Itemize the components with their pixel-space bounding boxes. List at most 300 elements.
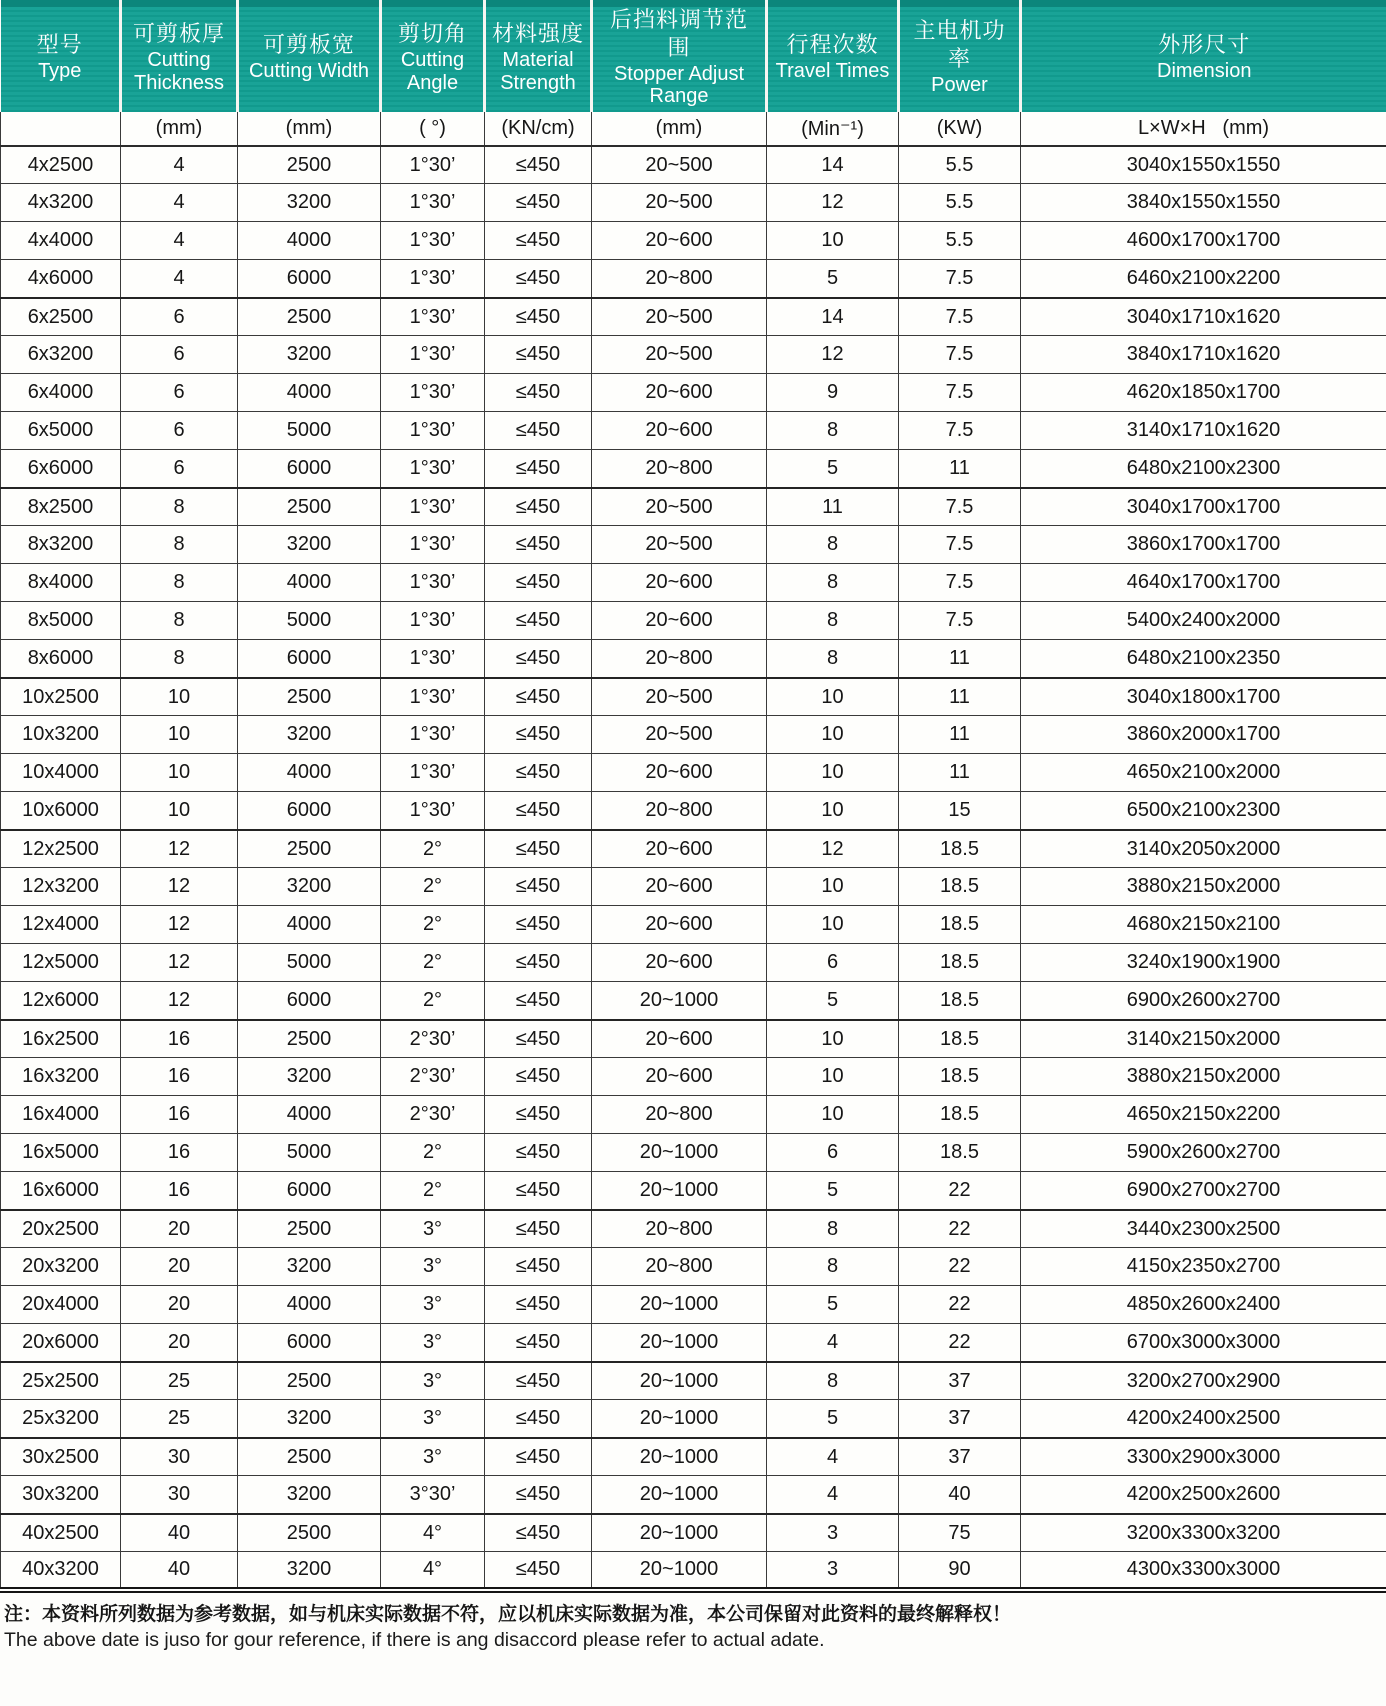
strength-cell: ≤450 <box>485 1020 592 1058</box>
angle-cell: 3° <box>381 1210 485 1248</box>
dimension-cell: 5400x2400x2000 <box>1021 602 1386 640</box>
travel-cell: 6 <box>767 944 899 982</box>
table-row <box>1 602 1386 640</box>
thickness-cell: 20 <box>121 1324 238 1362</box>
unit-angle: ( °) <box>381 112 485 146</box>
travel-cell: 8 <box>767 602 899 640</box>
table-row <box>1 868 1386 906</box>
stopper-cell: 20~600 <box>592 906 767 944</box>
type-cell: 10x3200 <box>1 716 121 754</box>
stopper-cell: 20~500 <box>592 146 767 184</box>
thickness-cell: 30 <box>121 1438 238 1476</box>
travel-cell: 5 <box>767 982 899 1020</box>
type-cell: 8x4000 <box>1 564 121 602</box>
power-cell: 37 <box>899 1362 1021 1400</box>
table-row <box>1 1058 1386 1096</box>
col-header-dimension <box>1021 0 1386 112</box>
stopper-cell: 20~500 <box>592 184 767 222</box>
thickness-cell: 12 <box>121 982 238 1020</box>
stopper-cell: 20~1000 <box>592 1324 767 1362</box>
strength-cell: ≤450 <box>485 1552 592 1590</box>
strength-cell: ≤450 <box>485 868 592 906</box>
angle-cell: 1°30’ <box>381 564 485 602</box>
travel-cell: 5 <box>767 260 899 298</box>
col-header-power <box>899 0 1021 112</box>
col-label-zh: 型号 <box>36 31 83 57</box>
type-cell: 30x2500 <box>1 1438 121 1476</box>
thickness-cell: 16 <box>121 1096 238 1134</box>
power-cell: 18.5 <box>899 1020 1021 1058</box>
unit-type <box>1 112 121 146</box>
width-cell: 2500 <box>238 488 381 526</box>
col-label-en: Material Strength <box>500 49 576 94</box>
table-body <box>1 146 1386 1590</box>
dimension-cell: 6480x2100x2300 <box>1021 450 1386 488</box>
travel-cell: 5 <box>767 450 899 488</box>
dimension-cell: 4200x2400x2500 <box>1021 1400 1386 1438</box>
stopper-cell: 20~500 <box>592 298 767 336</box>
width-cell: 2500 <box>238 1514 381 1552</box>
thickness-cell: 16 <box>121 1058 238 1096</box>
type-cell: 25x3200 <box>1 1400 121 1438</box>
angle-cell: 2° <box>381 830 485 868</box>
col-header-stopper <box>592 0 767 112</box>
travel-cell: 5 <box>767 1172 899 1210</box>
power-cell: 11 <box>899 754 1021 792</box>
width-cell: 6000 <box>238 260 381 298</box>
width-cell: 2500 <box>238 678 381 716</box>
travel-cell: 12 <box>767 336 899 374</box>
thickness-cell: 8 <box>121 488 238 526</box>
angle-cell: 1°30’ <box>381 222 485 260</box>
dimension-cell: 4150x2350x2700 <box>1021 1248 1386 1286</box>
width-cell: 3200 <box>238 1476 381 1514</box>
type-cell: 40x3200 <box>1 1552 121 1590</box>
stopper-cell: 20~600 <box>592 754 767 792</box>
unit-power: (KW) <box>899 112 1021 146</box>
table-row <box>1 1476 1386 1514</box>
table-row <box>1 1210 1386 1248</box>
strength-cell: ≤450 <box>485 526 592 564</box>
col-label-en: Dimension <box>1157 60 1252 83</box>
type-cell: 12x2500 <box>1 830 121 868</box>
power-cell: 40 <box>899 1476 1021 1514</box>
power-cell: 37 <box>899 1438 1021 1476</box>
angle-cell: 3°30’ <box>381 1476 485 1514</box>
strength-cell: ≤450 <box>485 488 592 526</box>
power-cell: 22 <box>899 1248 1021 1286</box>
travel-cell: 3 <box>767 1552 899 1590</box>
col-label-en: Power <box>931 74 988 97</box>
travel-cell: 10 <box>767 678 899 716</box>
angle-cell: 2°30’ <box>381 1020 485 1058</box>
type-cell: 20x4000 <box>1 1286 121 1324</box>
thickness-cell: 20 <box>121 1248 238 1286</box>
header-row <box>1 0 1386 112</box>
thickness-cell: 8 <box>121 526 238 564</box>
strength-cell: ≤450 <box>485 336 592 374</box>
width-cell: 3200 <box>238 1248 381 1286</box>
dimension-cell: 3040x1700x1700 <box>1021 488 1386 526</box>
thickness-cell: 4 <box>121 146 238 184</box>
thickness-cell: 12 <box>121 830 238 868</box>
dimension-cell: 3040x1710x1620 <box>1021 298 1386 336</box>
thickness-cell: 10 <box>121 754 238 792</box>
type-cell: 10x4000 <box>1 754 121 792</box>
table-row <box>1 716 1386 754</box>
strength-cell: ≤450 <box>485 184 592 222</box>
width-cell: 3200 <box>238 868 381 906</box>
unit-row <box>1 112 1386 146</box>
angle-cell: 1°30’ <box>381 374 485 412</box>
stopper-cell: 20~500 <box>592 716 767 754</box>
strength-cell: ≤450 <box>485 1134 592 1172</box>
strength-cell: ≤450 <box>485 716 592 754</box>
travel-cell: 10 <box>767 1058 899 1096</box>
power-cell: 5.5 <box>899 222 1021 260</box>
col-label-zh: 主电机功率 <box>913 18 1006 71</box>
thickness-cell: 4 <box>121 222 238 260</box>
travel-cell: 9 <box>767 374 899 412</box>
stopper-cell: 20~800 <box>592 450 767 488</box>
strength-cell: ≤450 <box>485 450 592 488</box>
table-row <box>1 412 1386 450</box>
power-cell: 18.5 <box>899 982 1021 1020</box>
width-cell: 3200 <box>238 184 381 222</box>
thickness-cell: 12 <box>121 868 238 906</box>
angle-cell: 1°30’ <box>381 716 485 754</box>
footnote <box>0 1593 1386 1652</box>
table-row <box>1 184 1386 222</box>
dimension-cell: 4640x1700x1700 <box>1021 564 1386 602</box>
power-cell: 18.5 <box>899 1096 1021 1134</box>
type-cell: 16x2500 <box>1 1020 121 1058</box>
type-cell: 6x2500 <box>1 298 121 336</box>
strength-cell: ≤450 <box>485 602 592 640</box>
dimension-cell: 3140x1710x1620 <box>1021 412 1386 450</box>
angle-cell: 4° <box>381 1552 485 1590</box>
table-row <box>1 982 1386 1020</box>
type-cell: 6x6000 <box>1 450 121 488</box>
power-cell: 7.5 <box>899 412 1021 450</box>
col-label-en: Stopper Adjust Range <box>613 63 745 108</box>
table-row <box>1 1552 1386 1590</box>
strength-cell: ≤450 <box>485 298 592 336</box>
col-label-zh: 剪切角 <box>397 20 467 46</box>
travel-cell: 10 <box>767 906 899 944</box>
table-row <box>1 336 1386 374</box>
table-row <box>1 1438 1386 1476</box>
angle-cell: 4° <box>381 1514 485 1552</box>
stopper-cell: 20~600 <box>592 374 767 412</box>
strength-cell: ≤450 <box>485 944 592 982</box>
type-cell: 4x4000 <box>1 222 121 260</box>
table-row <box>1 450 1386 488</box>
thickness-cell: 8 <box>121 640 238 678</box>
strength-cell: ≤450 <box>485 146 592 184</box>
table-row <box>1 1324 1386 1362</box>
power-cell: 11 <box>899 450 1021 488</box>
stopper-cell: 20~600 <box>592 222 767 260</box>
strength-cell: ≤450 <box>485 1324 592 1362</box>
dimension-cell: 4620x1850x1700 <box>1021 374 1386 412</box>
thickness-cell: 25 <box>121 1362 238 1400</box>
travel-cell: 8 <box>767 640 899 678</box>
table-row <box>1 1362 1386 1400</box>
angle-cell: 1°30’ <box>381 412 485 450</box>
type-cell: 6x4000 <box>1 374 121 412</box>
width-cell: 4000 <box>238 1286 381 1324</box>
travel-cell: 5 <box>767 1286 899 1324</box>
thickness-cell: 6 <box>121 298 238 336</box>
table-row <box>1 1514 1386 1552</box>
type-cell: 20x6000 <box>1 1324 121 1362</box>
stopper-cell: 20~1000 <box>592 1134 767 1172</box>
stopper-cell: 20~600 <box>592 944 767 982</box>
stopper-cell: 20~500 <box>592 526 767 564</box>
col-header-travel <box>767 0 899 112</box>
strength-cell: ≤450 <box>485 678 592 716</box>
dimension-cell: 3140x2150x2000 <box>1021 1020 1386 1058</box>
angle-cell: 2° <box>381 944 485 982</box>
thickness-cell: 16 <box>121 1172 238 1210</box>
angle-cell: 1°30’ <box>381 260 485 298</box>
power-cell: 7.5 <box>899 564 1021 602</box>
table-row <box>1 526 1386 564</box>
power-cell: 11 <box>899 640 1021 678</box>
strength-cell: ≤450 <box>485 1248 592 1286</box>
angle-cell: 1°30’ <box>381 336 485 374</box>
angle-cell: 1°30’ <box>381 678 485 716</box>
dimension-cell: 4650x2100x2000 <box>1021 754 1386 792</box>
strength-cell: ≤450 <box>485 982 592 1020</box>
dimension-cell: 5900x2600x2700 <box>1021 1134 1386 1172</box>
stopper-cell: 20~1000 <box>592 1286 767 1324</box>
stopper-cell: 20~600 <box>592 602 767 640</box>
angle-cell: 2° <box>381 868 485 906</box>
travel-cell: 14 <box>767 146 899 184</box>
dimension-cell: 3040x1800x1700 <box>1021 678 1386 716</box>
stopper-cell: 20~800 <box>592 792 767 830</box>
width-cell: 3200 <box>238 1058 381 1096</box>
angle-cell: 1°30’ <box>381 640 485 678</box>
travel-cell: 10 <box>767 1020 899 1058</box>
power-cell: 90 <box>899 1552 1021 1590</box>
table-row <box>1 564 1386 602</box>
col-header-strength <box>485 0 592 112</box>
power-cell: 18.5 <box>899 868 1021 906</box>
col-header-angle <box>381 0 485 112</box>
stopper-cell: 20~1000 <box>592 1514 767 1552</box>
dimension-cell: 3840x1710x1620 <box>1021 336 1386 374</box>
travel-cell: 12 <box>767 184 899 222</box>
travel-cell: 10 <box>767 792 899 830</box>
table-row <box>1 830 1386 868</box>
travel-cell: 11 <box>767 488 899 526</box>
width-cell: 2500 <box>238 1438 381 1476</box>
travel-cell: 5 <box>767 1400 899 1438</box>
travel-cell: 4 <box>767 1476 899 1514</box>
type-cell: 12x5000 <box>1 944 121 982</box>
stopper-cell: 20~600 <box>592 412 767 450</box>
stopper-cell: 20~1000 <box>592 1438 767 1476</box>
dimension-cell: 3140x2050x2000 <box>1021 830 1386 868</box>
power-cell: 5.5 <box>899 146 1021 184</box>
table-row <box>1 944 1386 982</box>
thickness-cell: 12 <box>121 906 238 944</box>
stopper-cell: 20~1000 <box>592 1362 767 1400</box>
power-cell: 18.5 <box>899 906 1021 944</box>
unit-thickness: (mm) <box>121 112 238 146</box>
stopper-cell: 20~600 <box>592 1020 767 1058</box>
power-cell: 22 <box>899 1172 1021 1210</box>
angle-cell: 2° <box>381 906 485 944</box>
dimension-cell: 4200x2500x2600 <box>1021 1476 1386 1514</box>
dimension-cell: 3880x2150x2000 <box>1021 1058 1386 1096</box>
power-cell: 7.5 <box>899 602 1021 640</box>
stopper-cell: 20~500 <box>592 678 767 716</box>
col-label-zh: 后挡料调节范围 <box>609 7 748 60</box>
stopper-cell: 20~1000 <box>592 1400 767 1438</box>
travel-cell: 3 <box>767 1514 899 1552</box>
type-cell: 8x5000 <box>1 602 121 640</box>
col-label-en: Cutting Thickness <box>133 49 225 94</box>
strength-cell: ≤450 <box>485 260 592 298</box>
stopper-cell: 20~600 <box>592 830 767 868</box>
table-row <box>1 1020 1386 1058</box>
stopper-cell: 20~1000 <box>592 1172 767 1210</box>
angle-cell: 2° <box>381 1172 485 1210</box>
dimension-cell: 3440x2300x2500 <box>1021 1210 1386 1248</box>
travel-cell: 10 <box>767 716 899 754</box>
travel-cell: 10 <box>767 868 899 906</box>
strength-cell: ≤450 <box>485 1172 592 1210</box>
angle-cell: 1°30’ <box>381 526 485 564</box>
strength-cell: ≤450 <box>485 412 592 450</box>
travel-cell: 8 <box>767 1362 899 1400</box>
strength-cell: ≤450 <box>485 1514 592 1552</box>
thickness-cell: 12 <box>121 944 238 982</box>
thickness-cell: 6 <box>121 374 238 412</box>
type-cell: 12x6000 <box>1 982 121 1020</box>
type-cell: 10x2500 <box>1 678 121 716</box>
thickness-cell: 10 <box>121 792 238 830</box>
width-cell: 2500 <box>238 146 381 184</box>
dimension-cell: 3300x2900x3000 <box>1021 1438 1386 1476</box>
type-cell: 10x6000 <box>1 792 121 830</box>
dimension-cell: 3240x1900x1900 <box>1021 944 1386 982</box>
strength-cell: ≤450 <box>485 906 592 944</box>
type-cell: 8x2500 <box>1 488 121 526</box>
table-row <box>1 1096 1386 1134</box>
stopper-cell: 20~600 <box>592 564 767 602</box>
dimension-cell: 3040x1550x1550 <box>1021 146 1386 184</box>
dimension-cell: 6900x2600x2700 <box>1021 982 1386 1020</box>
col-label-en: Cutting Width <box>248 60 370 83</box>
unit-width: (mm) <box>238 112 381 146</box>
width-cell: 2500 <box>238 298 381 336</box>
type-cell: 40x2500 <box>1 1514 121 1552</box>
thickness-cell: 16 <box>121 1134 238 1172</box>
table-row <box>1 792 1386 830</box>
power-cell: 5.5 <box>899 184 1021 222</box>
width-cell: 5000 <box>238 1134 381 1172</box>
strength-cell: ≤450 <box>485 1058 592 1096</box>
angle-cell: 1°30’ <box>381 754 485 792</box>
width-cell: 2500 <box>238 1210 381 1248</box>
table-row <box>1 906 1386 944</box>
width-cell: 4000 <box>238 754 381 792</box>
col-label-zh: 行程次数 <box>786 31 879 57</box>
thickness-cell: 6 <box>121 412 238 450</box>
table-row <box>1 374 1386 412</box>
strength-cell: ≤450 <box>485 1476 592 1514</box>
width-cell: 5000 <box>238 944 381 982</box>
type-cell: 4x3200 <box>1 184 121 222</box>
travel-cell: 12 <box>767 830 899 868</box>
angle-cell: 1°30’ <box>381 146 485 184</box>
strength-cell: ≤450 <box>485 1096 592 1134</box>
table-row <box>1 754 1386 792</box>
power-cell: 11 <box>899 716 1021 754</box>
width-cell: 3200 <box>238 1400 381 1438</box>
power-cell: 22 <box>899 1210 1021 1248</box>
power-cell: 15 <box>899 792 1021 830</box>
power-cell: 75 <box>899 1514 1021 1552</box>
dimension-cell: 6480x2100x2350 <box>1021 640 1386 678</box>
col-label-zh: 可剪板宽 <box>262 31 355 57</box>
angle-cell: 1°30’ <box>381 450 485 488</box>
type-cell: 25x2500 <box>1 1362 121 1400</box>
strength-cell: ≤450 <box>485 1362 592 1400</box>
angle-cell: 3° <box>381 1286 485 1324</box>
travel-cell: 4 <box>767 1438 899 1476</box>
col-header-thickness <box>121 0 238 112</box>
stopper-cell: 20~500 <box>592 336 767 374</box>
travel-cell: 10 <box>767 222 899 260</box>
table-row <box>1 1248 1386 1286</box>
dimension-cell: 4650x2150x2200 <box>1021 1096 1386 1134</box>
thickness-cell: 10 <box>121 678 238 716</box>
width-cell: 3200 <box>238 336 381 374</box>
table-row <box>1 222 1386 260</box>
width-cell: 6000 <box>238 1172 381 1210</box>
dimension-cell: 4680x2150x2100 <box>1021 906 1386 944</box>
type-cell: 6x5000 <box>1 412 121 450</box>
power-cell: 7.5 <box>899 374 1021 412</box>
width-cell: 5000 <box>238 602 381 640</box>
angle-cell: 2° <box>381 982 485 1020</box>
travel-cell: 6 <box>767 1134 899 1172</box>
travel-cell: 8 <box>767 1210 899 1248</box>
thickness-cell: 10 <box>121 716 238 754</box>
power-cell: 18.5 <box>899 830 1021 868</box>
strength-cell: ≤450 <box>485 830 592 868</box>
strength-cell: ≤450 <box>485 1400 592 1438</box>
stopper-cell: 20~500 <box>592 488 767 526</box>
stopper-cell: 20~600 <box>592 1058 767 1096</box>
type-cell: 12x4000 <box>1 906 121 944</box>
col-label-zh: 材料强度 <box>492 20 585 46</box>
type-cell: 4x6000 <box>1 260 121 298</box>
width-cell: 6000 <box>238 792 381 830</box>
angle-cell: 3° <box>381 1324 485 1362</box>
travel-cell: 8 <box>767 564 899 602</box>
angle-cell: 1°30’ <box>381 792 485 830</box>
table-row <box>1 298 1386 336</box>
power-cell: 18.5 <box>899 1134 1021 1172</box>
dimension-cell: 4600x1700x1700 <box>1021 222 1386 260</box>
